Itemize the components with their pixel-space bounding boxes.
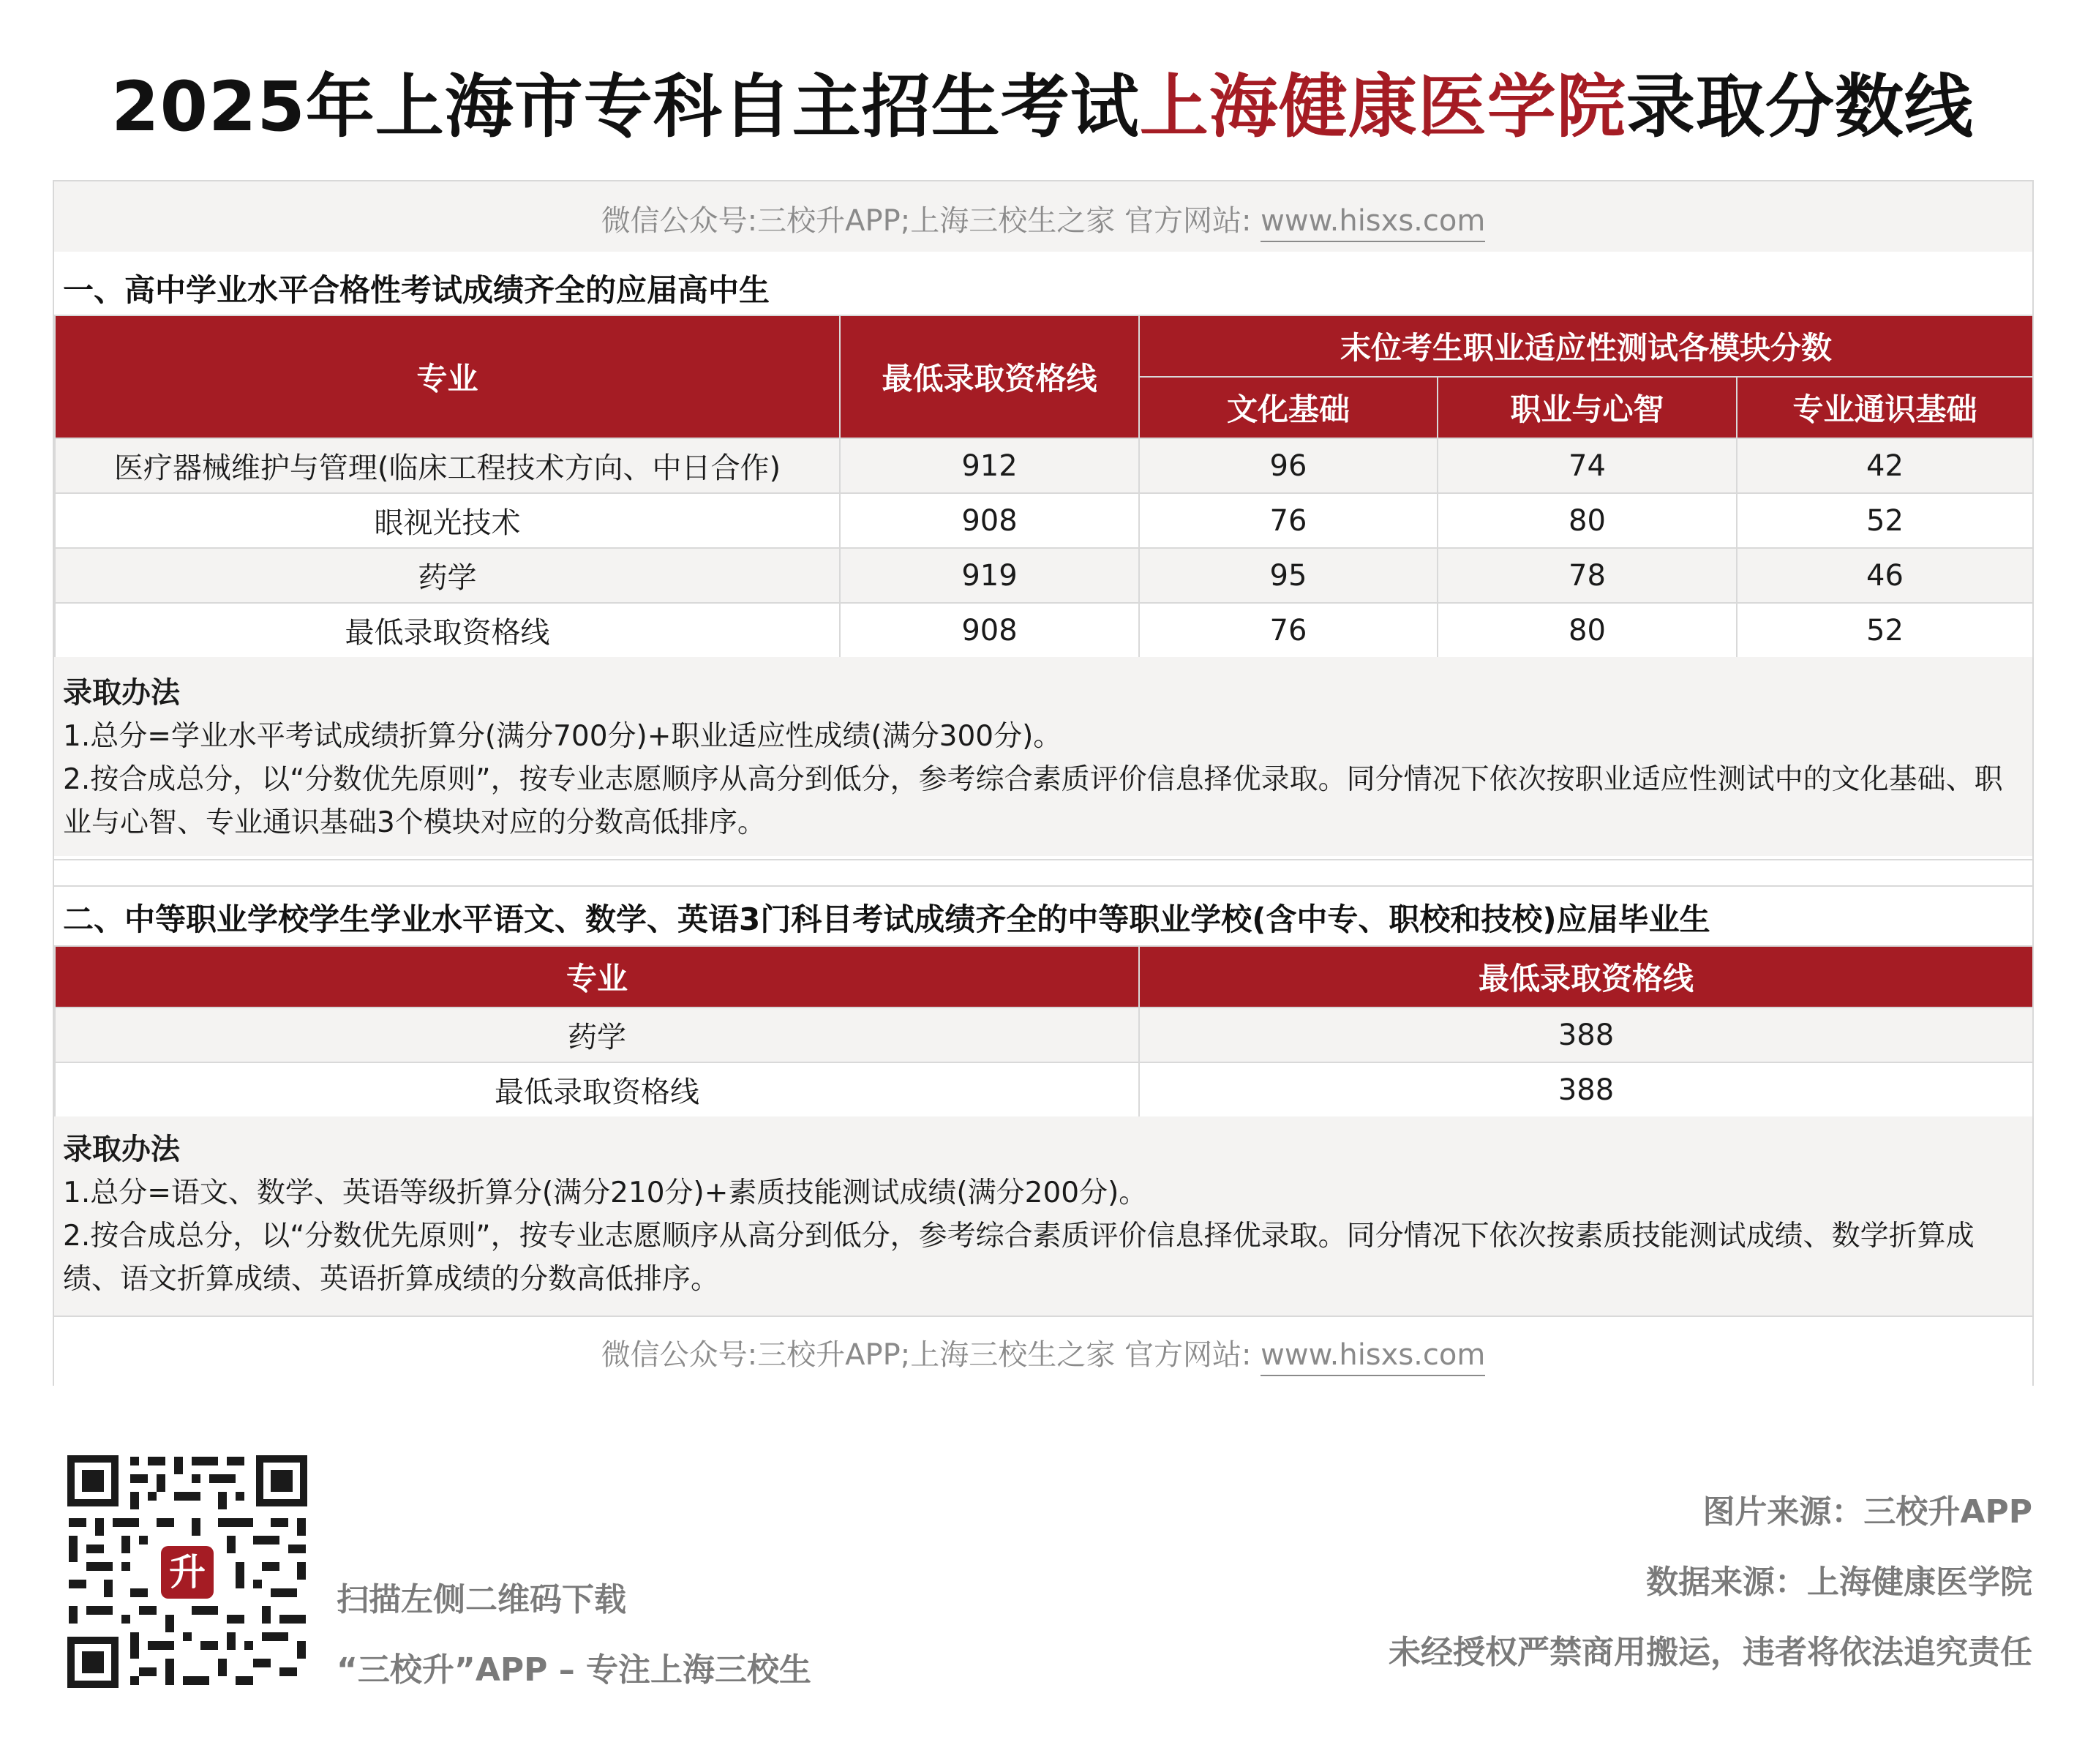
copyright-notice: 未经授权严禁商用搬运，违者将依法追究责任 xyxy=(1389,1634,2032,1671)
qr-code[interactable] xyxy=(64,1452,310,1691)
cell-general: 52 xyxy=(1737,603,2033,658)
section2-method xyxy=(63,1128,2024,1301)
method-line: 2.按合成总分，以“分数优先原则”，按专业志愿顺序从高分到低分，参考综合素质评价信息择优录取。同分情况下依次按职业适应性测试中的文化基础、职业与心智、专业通识基础3个模块对应的分数高低排序。 xyxy=(63,763,2003,839)
section1-method xyxy=(63,672,2024,844)
table-row xyxy=(55,603,2033,658)
page-title xyxy=(0,51,2085,150)
cell-major: 最低录取资格线 xyxy=(55,1062,1139,1117)
scan-text: 扫描左侧二维码下载 xyxy=(337,1581,626,1618)
credit-row-bottom xyxy=(54,1332,2032,1373)
cell-min-line: 388 xyxy=(1139,1007,2033,1062)
table-row xyxy=(55,493,2033,548)
cell-min-line: 908 xyxy=(840,603,1139,658)
method-heading: 录取办法 xyxy=(63,1133,180,1166)
cell-culture: 95 xyxy=(1139,548,1438,603)
header-min-line: 最低录取资格线 xyxy=(840,315,1139,438)
cell-major: 眼视光技术 xyxy=(55,493,840,548)
title-part1: 2025年上海市专科自主招生考试 xyxy=(111,67,1140,147)
app-slogan: “三校升”APP – 专注上海三校生 xyxy=(337,1651,812,1689)
header-major: 专业 xyxy=(55,315,840,438)
table-row xyxy=(55,438,2033,493)
method-line: 2.按合成总分，以“分数优先原则”，按专业志愿顺序从高分到低分，参考综合素质评价信息择优录取。同分情况下依次按素质技能测试成绩、数学折算成绩、语文折算成绩、英语折算成绩的分数高低排序。 xyxy=(63,1220,1975,1296)
credit-row-top xyxy=(54,198,2032,239)
cell-general: 52 xyxy=(1737,493,2033,548)
cell-culture: 76 xyxy=(1139,493,1438,548)
cell-vocation: 78 xyxy=(1438,548,1737,603)
cell-min-line: 388 xyxy=(1139,1062,2033,1117)
section1-table xyxy=(54,315,2034,658)
website-link[interactable]: www.hisxs.com xyxy=(1261,204,1485,242)
data-source: 数据来源：上海健康医学院 xyxy=(1646,1564,2032,1601)
method-line: 1.总分=学业水平考试成绩折算分(满分700分)+职业适应性成绩(满分300分)。 xyxy=(63,720,1062,753)
cell-general: 42 xyxy=(1737,438,2033,493)
cell-general: 46 xyxy=(1737,548,2033,603)
image-source: 图片来源：三校升APP xyxy=(1702,1493,2032,1531)
method-line: 1.总分=语文、数学、英语等级折算分(满分210分)+素质技能测试成绩(满分200分)。 xyxy=(63,1176,1148,1209)
method-heading: 录取办法 xyxy=(63,676,180,710)
cell-min-line: 908 xyxy=(840,493,1139,548)
cell-culture: 76 xyxy=(1139,603,1438,658)
section2-table xyxy=(54,945,2034,1118)
table-row xyxy=(55,1062,2033,1117)
header-module-group: 末位考生职业适应性测试各模块分数 xyxy=(1139,315,2033,377)
cell-vocation: 80 xyxy=(1438,493,1737,548)
cell-major: 药学 xyxy=(55,1007,1139,1062)
cell-major: 药学 xyxy=(55,548,840,603)
section1-title: 一、高中学业水平合格性考试成绩齐全的应届高中生 xyxy=(63,272,770,308)
header-major: 专业 xyxy=(55,946,1139,1007)
score-sheet xyxy=(53,180,2034,1386)
cell-culture: 96 xyxy=(1139,438,1438,493)
table-row xyxy=(55,548,2033,603)
cell-major: 最低录取资格线 xyxy=(55,603,840,658)
header-general: 专业通识基础 xyxy=(1737,377,2033,438)
table-row xyxy=(55,1007,2033,1062)
website-link[interactable]: www.hisxs.com xyxy=(1261,1338,1485,1376)
header-culture: 文化基础 xyxy=(1139,377,1438,438)
credit-text: 微信公众号:三校升APP;上海三校生之家 官方网站: xyxy=(601,1338,1261,1372)
cell-vocation: 74 xyxy=(1438,438,1737,493)
cell-major: 医疗器械维护与管理(临床工程技术方向、中日合作) xyxy=(55,438,840,493)
header-vocation: 职业与心智 xyxy=(1438,377,1737,438)
section2-title: 二、中等职业学校学生学业水平语文、数学、英语3门科目考试成绩齐全的中等职业学校(含中专、职校和技校)应届毕业生 xyxy=(63,901,1710,937)
title-school-name: 上海健康医学院 xyxy=(1139,67,1626,147)
title-part2: 录取分数线 xyxy=(1626,67,1974,147)
section-divider xyxy=(54,859,2032,887)
header-min-line: 最低录取资格线 xyxy=(1139,946,2033,1007)
credit-text: 微信公众号:三校升APP;上海三校生之家 官方网站: xyxy=(601,204,1261,238)
cell-min-line: 912 xyxy=(840,438,1139,493)
cell-vocation: 80 xyxy=(1438,603,1737,658)
cell-min-line: 919 xyxy=(840,548,1139,603)
app-logo-badge: 升 xyxy=(169,1551,206,1594)
